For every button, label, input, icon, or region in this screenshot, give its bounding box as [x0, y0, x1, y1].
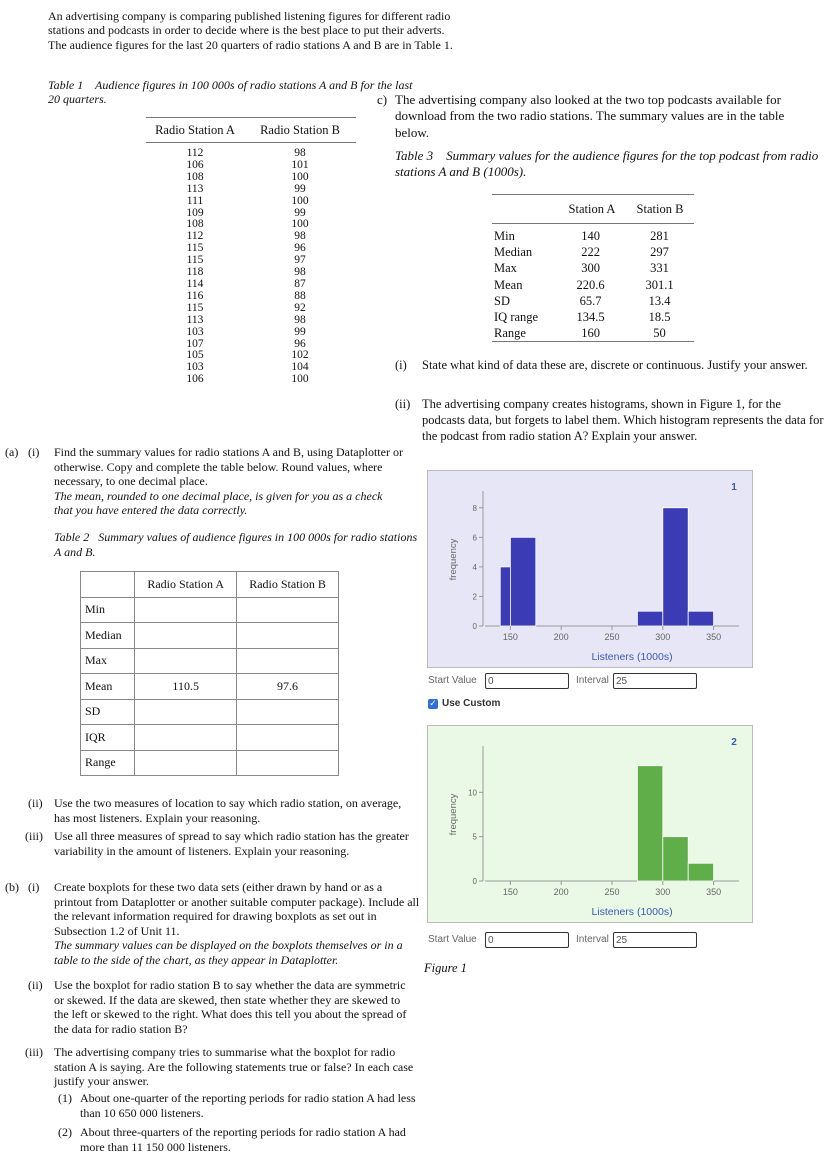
table1-row	[146, 267, 356, 279]
y-tick-label: 6	[472, 533, 477, 543]
table3-cell: 222	[581, 245, 600, 260]
hist2-interval-label: Interval	[576, 934, 609, 945]
table3-caption	[395, 148, 819, 181]
table1-caption	[48, 79, 423, 106]
x-tick-label: 350	[706, 632, 722, 642]
table1-cell-a: 112	[186, 147, 204, 159]
table1-cell-a: 113	[186, 313, 204, 326]
part-a-label: (a)	[5, 445, 19, 459]
table1-row	[146, 231, 356, 243]
table1-cell-a: 103	[186, 325, 204, 338]
table1-row	[146, 279, 356, 291]
table2-header-cell: Radio Station A	[135, 572, 237, 598]
part-a-iii-text: Use all three measures of spread to say which radio station has the greater variability in the amount of listeners. Explain your reasoning.	[54, 829, 409, 858]
table2-cell	[237, 597, 339, 623]
table2-cell	[135, 623, 237, 649]
table2-row-label: IQR	[81, 725, 135, 751]
hist1-start-input[interactable]: 0	[485, 673, 569, 689]
table1-cell-a: 106	[186, 158, 204, 171]
table1-cell-a: 105	[186, 349, 204, 362]
table1-cell-a: 109	[186, 206, 204, 219]
table3-row	[492, 325, 694, 342]
table1-caption-label: Table 1	[48, 78, 84, 92]
statement-2-text: About three-quarters of the reporting periods for radio station A had more than 11 150 000 listeners.	[80, 1125, 406, 1154]
table1-cell-b: 98	[294, 266, 306, 279]
table2-cell	[135, 750, 237, 776]
table1-row	[146, 339, 356, 351]
table2-row-label: Range	[81, 750, 135, 776]
table2-cell	[135, 725, 237, 751]
table2-row	[81, 725, 339, 751]
x-tick-label: 350	[706, 887, 722, 897]
table2-row	[81, 674, 339, 700]
table1-cell-b: 92	[294, 301, 306, 314]
table1-row	[146, 303, 356, 315]
table2-caption	[54, 530, 422, 559]
table2-header-row	[81, 572, 339, 598]
table1-cell-b: 98	[294, 147, 306, 159]
table1-cell-b: 100	[291, 373, 309, 386]
table3-row-label: IQ range	[494, 310, 539, 325]
table2-cell	[237, 648, 339, 674]
part-c-ii-label: (ii)	[395, 397, 411, 411]
table1-cell-a: 106	[186, 373, 204, 386]
table1-row	[146, 184, 356, 196]
table1-cell-a: 115	[186, 254, 204, 267]
table3-cell: 13.4	[648, 293, 671, 308]
table1-cell-a: 103	[186, 361, 204, 374]
part-c-text: The advertising company also looked at the two top podcasts available for download from the two radio stations. The summary values are in the table below.	[395, 92, 785, 140]
table3-cell: 50	[653, 326, 666, 341]
table1-cell-b: 104	[291, 361, 309, 374]
y-tick-label: 8	[472, 503, 477, 513]
table1-cell-a: 108	[186, 218, 204, 231]
table2-row	[81, 648, 339, 674]
table1-row	[146, 219, 356, 231]
histogram-1-panel	[427, 470, 753, 668]
table3-body	[492, 228, 694, 342]
y-tick-label: 5	[472, 832, 477, 842]
y-tick-label: 2	[472, 592, 477, 602]
part-a-ii-label: (ii)	[28, 796, 43, 810]
table1-cell-a: 108	[186, 170, 204, 183]
x-axis-label: Listeners (1000s)	[591, 906, 673, 918]
part-b-iii-label: (iii)	[25, 1045, 43, 1059]
table1-cell-b: 97	[294, 254, 306, 267]
x-tick-label: 300	[655, 632, 671, 642]
table2-row	[81, 597, 339, 623]
table2-cell: 110.5	[135, 674, 237, 700]
histogram-1-chart	[428, 471, 752, 667]
statement-2-label: (2)	[58, 1125, 72, 1139]
table1-cell-b: 100	[291, 170, 309, 183]
figure-caption: Figure 1	[424, 961, 467, 975]
table1-cell-a: 111	[186, 194, 204, 207]
table3-header-a: Station A	[568, 202, 616, 216]
table2-caption-text: Summary values of audience figures in 100 000s for radio stations A and B.	[54, 530, 418, 559]
table1-cell-a: 114	[186, 277, 204, 290]
panel-number: 2	[731, 737, 737, 748]
table3-cell: 220.6	[576, 277, 605, 292]
table2-caption-label: Table 2	[54, 530, 90, 544]
table3-row-label: Median	[494, 245, 533, 260]
table2-header-cell: Radio Station B	[237, 572, 339, 598]
table1-row	[146, 291, 356, 303]
table3-cell: 301.1	[645, 277, 674, 292]
part-b-i-text: Create boxplots for these two data sets (either drawn by hand or as a printout from Dataplotter or another suitable computer package). Include all the relevant information required for drawing boxplots as set out in Subsection 1.2 of Unit 11.	[54, 880, 420, 938]
table1-cell-a: 107	[186, 337, 204, 350]
table1-cell-b: 96	[294, 337, 306, 350]
table1-cell-b: 99	[294, 325, 306, 338]
table1-cell-a: 115	[186, 242, 204, 255]
y-tick-label: 4	[472, 562, 477, 572]
x-tick-label: 250	[604, 887, 620, 897]
histogram-bar	[500, 567, 510, 626]
intro-text: An advertising company is comparing published listening figures for different radio stations and podcasts in order to decide where is the best place to put their adverts. The audience figures for the last 20 quarters of radio stations A and B are in Table 1.	[48, 9, 453, 52]
table3-row	[492, 228, 694, 244]
table2-cell	[135, 699, 237, 725]
table1-header-a: Radio Station A	[155, 123, 235, 137]
table3-cell: 18.5	[648, 310, 671, 325]
y-tick-label: 10	[468, 788, 477, 798]
table1-cell-b: 100	[291, 218, 309, 231]
table1-cell-a: 116	[186, 289, 204, 302]
table1-row	[146, 362, 356, 374]
table2-cell	[135, 597, 237, 623]
part-b-label: (b)	[5, 880, 19, 894]
hist2-interval-input[interactable]: 25	[613, 932, 697, 948]
x-tick-label: 150	[502, 887, 518, 897]
table1	[146, 117, 356, 386]
part-b-ii-text: Use the boxplot for radio station B to say whether the data are symmetric or skewed. If the data are skewed, then state whether they are skewed to the left or skewed to the right. What does this tell you about the spread of the data for radio station B?	[54, 978, 407, 1036]
hist1-interval-input[interactable]: 25	[613, 673, 697, 689]
y-tick-label: 0	[472, 877, 477, 886]
table1-header-b: Radio Station B	[260, 123, 340, 137]
table3-row-label: Min	[494, 229, 515, 244]
table3-row-label: Max	[494, 261, 517, 276]
histogram-bar	[637, 611, 662, 626]
table1-row	[146, 196, 356, 208]
x-axis-label: Listeners (1000s)	[591, 651, 673, 663]
table3-cell: 297	[650, 245, 669, 260]
table2-row	[81, 623, 339, 649]
part-c-i-label: (i)	[395, 358, 407, 372]
x-tick-label: 150	[502, 632, 518, 642]
x-tick-label: 200	[553, 632, 569, 642]
table3-cell: 134.5	[576, 310, 605, 325]
table2-cell	[237, 699, 339, 725]
table3-row	[492, 309, 694, 325]
statement-1-text: About one-quarter of the reporting periods for radio station A had less than 10 650 000 listeners.	[80, 1091, 416, 1120]
table2-cell	[135, 648, 237, 674]
table1-cell-b: 98	[294, 230, 306, 243]
table1-cell-b: 96	[294, 242, 306, 255]
table1-cell-b: 102	[291, 349, 309, 362]
table1-row	[146, 172, 356, 184]
part-b-i-label: (i)	[28, 880, 40, 894]
y-axis-label: frequency	[448, 538, 459, 581]
table3-caption-text: Summary values for the audience figures for the top podcast from radio stations A and B (1000s).	[395, 148, 819, 180]
table1-cell-b: 101	[291, 158, 309, 171]
part-b-i-note: The summary values can be displayed on the boxplots themselves or in a table to the side of the chart, as they appear in Dataplotter.	[54, 938, 403, 967]
part-c-label: c)	[377, 92, 388, 107]
table3-row-label: SD	[494, 293, 510, 308]
statement-1-label: (1)	[58, 1091, 72, 1105]
table1-row	[146, 160, 356, 172]
table3-cell: 160	[581, 326, 600, 341]
table3-cell: 140	[581, 229, 600, 244]
table2-row-label: Mean	[81, 674, 135, 700]
table3-caption-label: Table 3	[395, 148, 434, 163]
table3-row	[492, 277, 694, 293]
table1-cell-b: 100	[291, 194, 309, 207]
table2-row	[81, 750, 339, 776]
table1-cell-b: 98	[294, 313, 306, 326]
table1-caption-text: Audience figures in 100 000s of radio stations A and B for the last 20 quarters.	[48, 78, 413, 106]
table2-cell	[237, 750, 339, 776]
table1-row	[146, 208, 356, 220]
table3-row	[492, 244, 694, 260]
histogram-bar	[510, 537, 535, 626]
histogram-2-chart	[428, 726, 752, 922]
table3-row-label: Range	[494, 326, 526, 341]
hist1-start-label: Start Value	[428, 675, 477, 686]
table1-body	[146, 148, 356, 386]
table2-row-label: Max	[81, 648, 135, 674]
part-a-iii-label: (iii)	[25, 829, 43, 843]
histogram-bar	[637, 766, 662, 881]
table2-cell: 97.6	[237, 674, 339, 700]
table1-row	[146, 148, 356, 160]
part-c-ii-text: The advertising company creates histograms, shown in Figure 1, for the podcasts data, but forgets to label them. Which histogram represents the data for the podcast from radio station A? Explain your answer.	[422, 397, 824, 443]
histogram-bar	[663, 837, 688, 881]
table1-row	[146, 255, 356, 267]
part-a-i-note: The mean, rounded to one decimal place, is given for you as a check that you have entered the data correctly.	[54, 488, 383, 518]
table3-cell: 300	[581, 261, 600, 276]
table1-row	[146, 315, 356, 327]
table3	[492, 194, 694, 342]
x-tick-label: 250	[604, 632, 620, 642]
panel-number: 1	[731, 482, 737, 493]
part-a-i-label: (i)	[28, 445, 40, 459]
histogram-2-panel	[427, 725, 753, 923]
histogram-bar	[688, 863, 713, 881]
use-custom-label: Use Custom	[442, 698, 501, 709]
hist1-interval-label: Interval	[576, 675, 609, 686]
table3-row-label: Mean	[494, 277, 523, 292]
table3-cell: 65.7	[579, 293, 602, 308]
table2-cell	[237, 623, 339, 649]
table2-row-label: Median	[81, 623, 135, 649]
table1-cell-b: 88	[294, 289, 306, 302]
part-b-ii-label: (ii)	[28, 978, 43, 992]
table3-row	[492, 293, 694, 309]
table3-cell: 281	[650, 229, 669, 244]
x-tick-label: 300	[655, 887, 671, 897]
use-custom-checkbox[interactable]: ✓	[429, 699, 437, 709]
table2-header-cell	[81, 572, 135, 598]
hist2-start-label: Start Value	[428, 934, 477, 945]
table3-header-b: Station B	[636, 202, 684, 216]
table1-row	[146, 243, 356, 255]
part-c-i-text: State what kind of data these are, discrete or continuous. Justify your answer.	[422, 358, 808, 372]
part-b-iii-text: The advertising company tries to summarise what the boxplot for radio station A is saying. Are the following statements true or false? In each case justify your answer.	[54, 1045, 414, 1089]
table1-row	[146, 374, 356, 386]
table1-cell-a: 112	[186, 230, 204, 243]
y-axis-label: frequency	[448, 793, 459, 836]
table2	[80, 571, 339, 776]
y-tick-label: 0	[472, 622, 477, 631]
table1-cell-a: 118	[186, 266, 204, 279]
x-tick-label: 200	[553, 887, 569, 897]
table1-row	[146, 350, 356, 362]
table2-row-label: SD	[81, 699, 135, 725]
table1-cell-b: 99	[294, 182, 306, 195]
table1-cell-a: 115	[186, 301, 204, 314]
table3-row	[492, 260, 694, 276]
table1-cell-b: 87	[294, 277, 306, 290]
part-a-ii-text: Use the two measures of location to say which radio station, on average, has most listeners. Explain your reasoning.	[54, 796, 402, 825]
table1-row	[146, 327, 356, 339]
part-a-i-text: Find the summary values for radio stations A and B, using Dataplotter or otherwise. Copy and complete the table below. Round values, where necessary, to one decimal place.	[54, 445, 403, 489]
table1-cell-b: 99	[294, 206, 306, 219]
histogram-bar	[688, 611, 713, 626]
hist2-start-input[interactable]: 0	[485, 932, 569, 948]
table2-row	[81, 699, 339, 725]
table2-cell	[237, 725, 339, 751]
table1-cell-a: 113	[186, 182, 204, 195]
table3-cell: 331	[650, 261, 669, 276]
table2-row-label: Min	[81, 597, 135, 623]
histogram-bar	[663, 508, 688, 626]
